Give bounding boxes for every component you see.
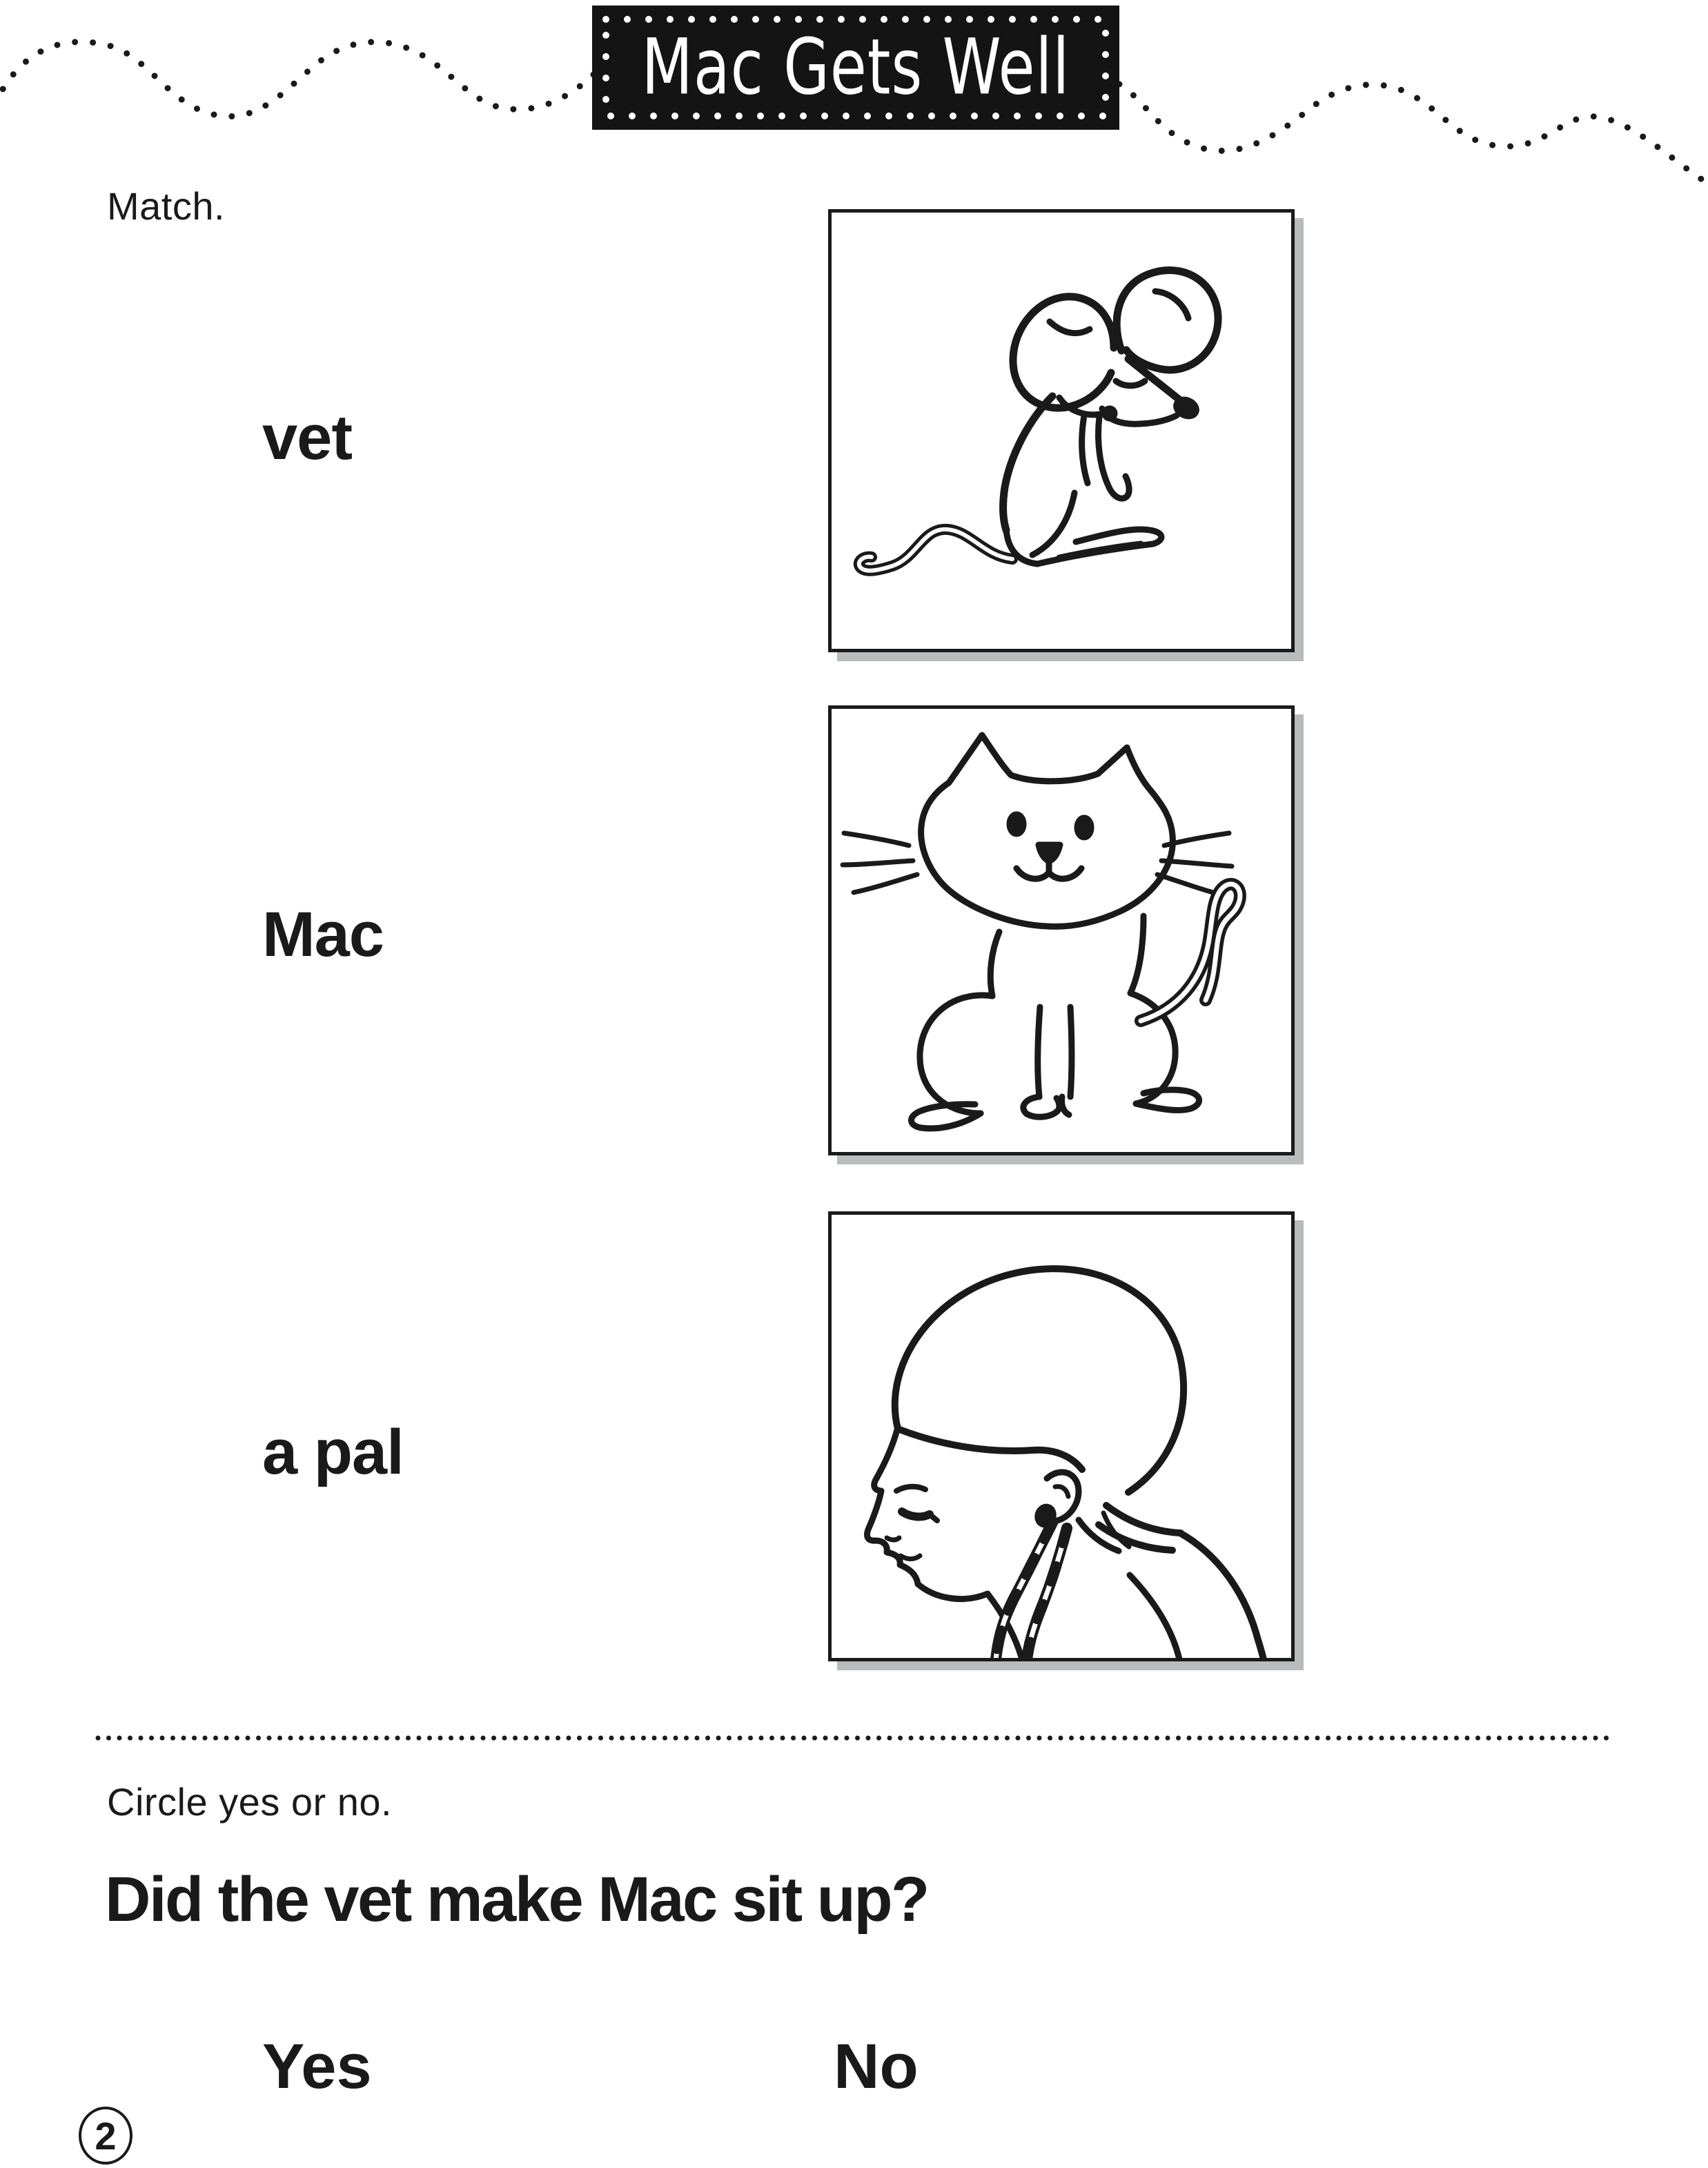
match-word-mac[interactable]: Mac	[262, 899, 384, 970]
title-banner	[592, 6, 1119, 130]
vet-illustration-icon	[832, 1215, 1291, 1658]
wavy-dotted-line-left	[0, 42, 593, 117]
yes-option[interactable]: Yes	[262, 2031, 372, 2102]
quiz-instruction: Circle yes or no.	[107, 1780, 393, 1824]
mouse-illustration-icon	[832, 213, 1291, 649]
match-word-a-pal[interactable]: a pal	[262, 1417, 404, 1487]
picture-box-vet[interactable]	[828, 1211, 1295, 1661]
page-number: 2	[95, 2113, 117, 2158]
wavy-dotted-line-right	[1119, 84, 1708, 185]
cat-illustration-icon	[832, 709, 1291, 1152]
page-title: Mac Gets Well	[641, 23, 1070, 113]
match-instruction: Match.	[107, 184, 226, 228]
page-number-badge	[79, 2107, 132, 2165]
dotted-divider	[0, 1720, 1708, 1755]
picture-box-cat[interactable]	[828, 705, 1295, 1155]
quiz-question: Did the vet make Mac sit up?	[105, 1864, 928, 1935]
no-option[interactable]: No	[834, 2031, 919, 2102]
match-word-vet[interactable]: vet	[262, 402, 352, 473]
picture-box-mouse[interactable]	[828, 209, 1295, 652]
